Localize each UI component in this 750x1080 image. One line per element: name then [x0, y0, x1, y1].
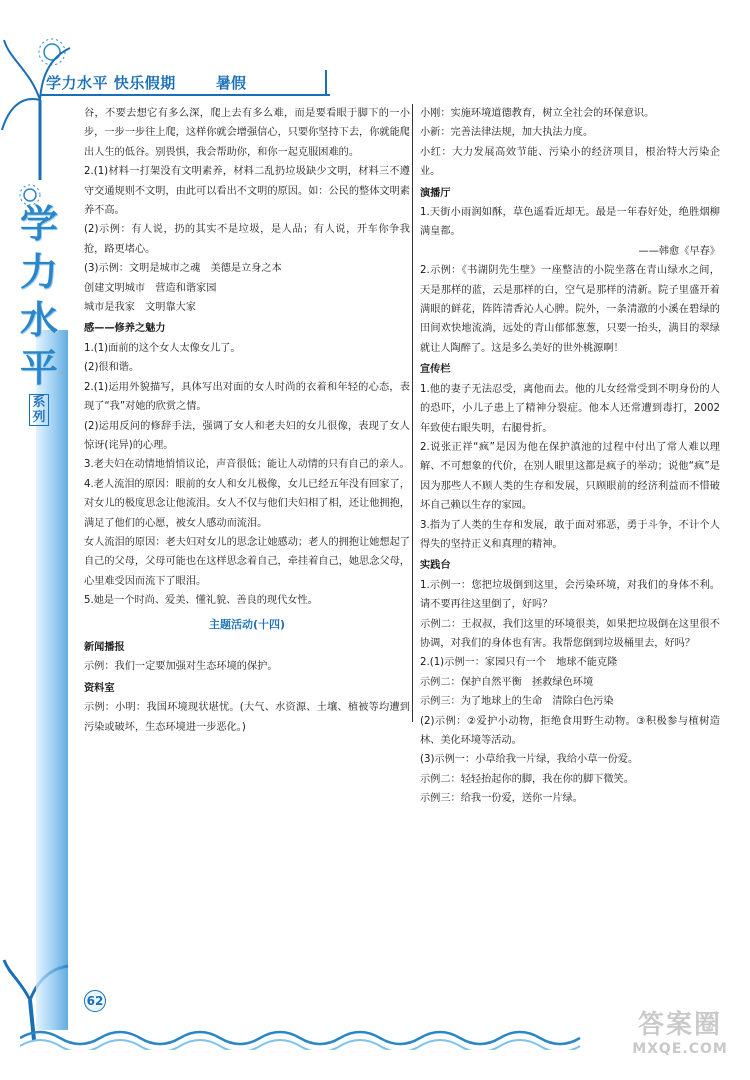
answer-paragraph: 1.示例一：您把垃圾倒到这里，会污染环境，对我们的身体不利。请不要再往这里倒了，好吗？ [420, 579, 720, 611]
logo-char: 水 [19, 297, 58, 342]
logo-char: 力 [19, 249, 58, 294]
answer-paragraph: 4.老人流泪的原因：眼前的女人和女儿极像，女儿已经五年没有回家了，对女儿的极度思念让他流泪。女人不仅与他们夫妇相了相，还让他拥抱，满足了他们的心愿，被女人感动而流泪。 [84, 478, 410, 529]
section-heading: 宣传栏 [420, 364, 451, 376]
answer-paragraph: 示例二：轻轻抬起你的脚，我在你的脚下微笑。 [420, 773, 634, 785]
answer-paragraph: (3)示例：文明是城市之魂 美德是立身之本 [84, 263, 282, 275]
watermark-bottom: MXQE.COM [632, 1041, 728, 1057]
watermark [615, 1010, 745, 1070]
page-number: 62 [84, 990, 106, 1012]
answer-paragraph: 示例二：保护自然平衡 拯救绿色环境 [420, 676, 594, 688]
answer-paragraph: 小新：完善法律法规，加大执法力度。 [420, 127, 594, 139]
right-column [420, 104, 720, 809]
section-heading: 演播厅 [420, 187, 451, 199]
answer-paragraph: 示例：我们一定要加强对生态环境的保护。 [84, 661, 278, 673]
answer-paragraph: 小红：大力发展高效节能、污染小的经济项目，根治特大污染企业。 [420, 146, 720, 178]
section-heading: 实践台 [420, 560, 451, 572]
answer-paragraph: 示例三：给我一份爱，送你一片绿。 [420, 793, 583, 805]
header-divider-vertical [325, 70, 327, 96]
header-badge: 暑假 [216, 74, 247, 92]
section-heading: 感——修养之魅力 [84, 323, 166, 335]
series-logo [14, 200, 64, 425]
section-heading: 新闻播报 [84, 641, 125, 653]
answer-paragraph: 示例：小明：我国环境现状堪忧。(大气、水资源、土壤、植被等均遭到污染或破坏，生态环境进一步恶化。) [84, 702, 410, 733]
answer-paragraph: 示例三：为了地球上的生命 清除白色污染 [420, 696, 614, 708]
answer-paragraph: 2.(1)示例一：家园只有一个 地球不能克隆 [420, 657, 618, 669]
answer-paragraph: 示例二：王叔叔，我们这里的环境很美，如果把垃圾倒在这里很不协调，对我们的身体也有害。我帮您倒到垃圾桶里去，好吗？ [420, 618, 720, 649]
answer-paragraph: 2.说张正祥“疯”是因为他在保护滇池的过程中付出了常人难以理解、不可想象的代价，在别人眼里这都是疯子的举动；说他“疯”是因为那些人不顾人类的生存和发展，只顾眼前的经济利益而不惜破坏自己赖以生存的家园。 [420, 441, 720, 512]
answer-paragraph: (3)示例一：小草给我一片绿，我给小草一份爱。 [420, 754, 639, 766]
decorative-bar [36, 330, 68, 1030]
answer-paragraph: 谷，不要去想它有多么深，爬上去有多么难，而是要看眼于脚下的一小步，一步一步往上爬，这样你就会增强信心，只要你坚持下去，你就能爬出人生的低谷。别畏惧，我会帮助你，和你一起克服困难的。 [84, 108, 410, 158]
answer-paragraph: 1.天街小雨润如酥，草色遥看近却无。最是一年春好处，绝胜烟柳满皇都。 [420, 207, 720, 238]
answer-paragraph: 3.指为了人类的生存和发展，敢于面对邪恶，勇于斗争，不计个人得失的坚持正义和真理的精神。 [420, 519, 720, 550]
answer-paragraph: 创建文明城市 营造和谐家园 [84, 282, 217, 294]
section-heading: 资料室 [84, 682, 115, 694]
header-divider [40, 94, 330, 96]
answer-paragraph: 5.她是一个时尚、爱美、懂礼貌、善良的现代女性。 [84, 595, 318, 607]
watermark-top: 答案圈 [637, 1010, 722, 1040]
logo-char: 平 [19, 345, 58, 390]
answer-paragraph: 小刚：实施环境道德教育，树立全社会的环保意识。 [420, 108, 655, 119]
section-title: 主题活动(十四) [208, 617, 286, 631]
attribution: ——韩愈《早春》 [638, 245, 720, 257]
answer-paragraph: 2.(1)运用外貌描写，具体写出对面的女人时尚的衣着和年轻的心态，表现了“我”对她的欣赏之情。 [84, 381, 410, 413]
logo-char: 学 [19, 201, 58, 246]
answer-paragraph: 1.(1)面前的这个女人太像女儿了。 [84, 342, 241, 354]
answer-paragraph: (2)示例：有人说，扔的其实不是垃圾，是人品；有人说，开车你争我抢，路更堵心。 [84, 224, 410, 255]
answer-paragraph: (2)示例：②爱护小动物，拒绝食用野生动物。③积极参与植树造林、美化环境等活动。 [420, 715, 720, 746]
series-label: 系列 [29, 394, 49, 426]
answer-paragraph: 2.(1)材料一打架没有文明素养，材料二乱扔垃圾缺少文明，材料三不遵守交通规则不文明，由此可以看出不文明的原因。如：公民的整体文明素养不高。 [84, 166, 410, 217]
answer-paragraph: 3.老夫妇在动情地悄悄议论，声音很低；能让人动情的只有自己的亲人。 [84, 459, 410, 471]
answer-paragraph: 女人流泪的原因：老夫妇对女儿的思念让她感动；老人的拥抱让她想起了自己的父母，父母可能也在这样思念着自己，牵挂着自己，她思念父母，心里难受因而流下了眼泪。 [84, 536, 410, 587]
header-title: 学力水平 快乐假期 [46, 74, 176, 92]
answer-paragraph: 城市是我家 文明靠大家 [84, 302, 197, 314]
answer-paragraph: (2)很和谐。 [84, 362, 140, 374]
page-header [40, 70, 330, 96]
answer-paragraph: (2)运用反问的修辞手法，强调了女人和老夫妇的女儿很像，表现了女人惊讶(诧异)的心理。 [84, 420, 410, 451]
column-divider [412, 104, 413, 722]
left-column [84, 104, 410, 737]
answer-paragraph: 1.他的妻子无法忍受，离他而去。他的儿女经常受到不明身份的人的恐吓，小儿子患上了精神分裂症。他本人还常遭到毒打，2002年致使右眼失明，右腿骨折。 [420, 383, 720, 434]
answer-paragraph: 2.示例：《书湖阴先生壁》一座整洁的小院坐落在青山绿水之间，天是那样的蓝，云是那样的白，空气是那样的清新。院子里盛开着满眼的鲜花，阵阵清香沁人心脾。院外，一条清澈的小溪在碧绿的田间欢快地流淌，远处的青山郁郁葱葱，只要一抬头，满目的翠绿就让人陶醉了。这是多么美好的世外桃源啊！ [420, 265, 720, 354]
